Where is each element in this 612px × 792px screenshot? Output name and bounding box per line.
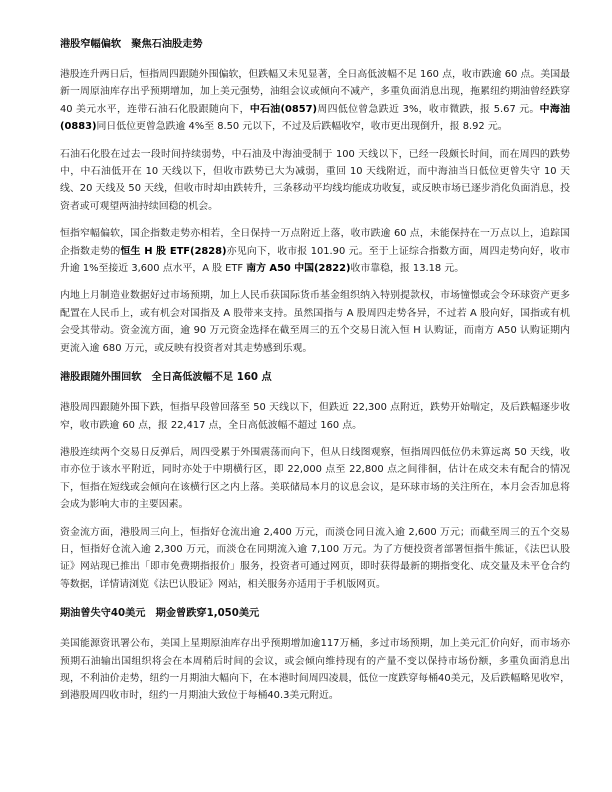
section xyxy=(60,371,570,593)
paragraph-text: 恒指窄幅偏软，国企指数走势亦相若，全日保持一万点附近上落，收市跌逾 60 点，未能保持在一万点以上，追踪国企指数走势的 xyxy=(60,228,570,257)
etf-name: 南方 A50 中国(2822) xyxy=(246,263,351,275)
paragraph-text: 港股周四跟随外围下跌，恒指早段曾回落至 50 天线以下，但跌近 22,300 点附近，跌势开始喘定，及后跌幅逐步收窄，收市跌逾 60 点，报 22,417 点，全日高低波幅不超过 160 点。 xyxy=(60,402,570,431)
section-title: 期油曾失守40美元 期金曾跌穿1,050美元 xyxy=(60,608,260,620)
paragraph xyxy=(60,444,570,514)
paragraph-text: 亦见向下，收市报 101.90 元。至于上证综合指数方面，周四走势向好，收市升逾 1%至接近 3,600 点水平，A 股 ETF xyxy=(60,245,570,275)
paragraph xyxy=(60,225,570,277)
paragraph xyxy=(60,287,570,357)
paragraph xyxy=(60,635,570,705)
stock-name: 中石油(0857) xyxy=(249,103,318,115)
paragraph-text: 周四低位曾急跌近 3%，收市微跌，报 5.67 元。 xyxy=(317,103,540,115)
paragraph xyxy=(60,146,570,216)
paragraph-text: 收市靠稳，报 13.18 元。 xyxy=(350,263,465,275)
paragraph-text: 港股连升两日后，恒指周四跟随外围偏软，但跌幅又未见显著，全日高低波幅不足 160 点，收市跌逾 60 点。美国最新一周原油库存出乎预期增加，加上美元强势，油组会议或倾向不减产，多重负面消息出现，拖累纽约期油曾经跌穿 40 美元水平，连带石油石化股跟随向下， xyxy=(60,69,570,115)
paragraph-text: 同日低位更曾急跌逾 4%至 8.50 元以下，不过及后跌幅收窄，收市更出现倒升，报 8.92 元。 xyxy=(96,121,508,133)
stock-name: 中海油(0883) xyxy=(60,103,570,133)
paragraph-text: 资金流方面，港股周三向上，恒指好仓流出逾 2,400 万元，而淡仓同日流入逾 2,600 万元；而截至周三的五个交易日，恒指好仓流入逾 2,300 万元，而淡仓在同期流入逾 7,100 万元。为了方便投资者部署恒指牛熊证，《法巴认股证》网站现已推出「即市免费期指报价」服务，投资者可通过网页，即时获得最新的期指变化、成交量及未平仓合约等数据，详情请浏览《法巴认股证》网站，相关服务亦适用于手机版网页。 xyxy=(60,526,570,590)
paragraph-text: 石油石化股在过去一段时间持续弱势，中石油及中海油受制于 100 天线以下，已经一段颇长时间，而在周四的跌势中，中石油低开在 10 天线以下，但收市跌势已大为减弱，重回 10 天线附近，而中海油当日低位更曾失守 10 天线、20 天线及 50 天线，但收市时却由跌转升，三条移动平均线均能成功收复，或反映市场已逐步消化负面消息，投资者或可观望两油持续回稳的机会。 xyxy=(60,148,570,212)
paragraph-text: 美国能源资讯署公布，美国上星期原油库存出乎预期增加逾117万桶，多过市场预期，加上美元汇价向好，而市场亦预期石油输出国组织将会在本周稍后时间的会议，或会倾向维持现有的产量不变以保持市场份额，多重负面消息出现，不利油价走势，纽约一月期油大幅向下，在本港时间周四凌晨，低位一度跌穿每桶40美元，及后跌幅略见收窄，到港股周四收市时，纽约一月期油大致位于每桶40.3美元附近。 xyxy=(60,638,570,702)
paragraph-text: 港股连续两个交易日反弹后，周四受累于外围震荡而向下，但从日线图观察，恒指周四低位仍未算远离 50 天线，收市亦位于该水平附近，同时亦处于中期横行区，即 22,000 点至 22,800 点之间徘徊，估计在成交未有配合的情况下，恒指在短线或会倾向在该横行区之内上落。美联储局本月的议息会议，是环球市场的关注所在，本月会否加息将会成为影响大市的主要因素。 xyxy=(60,446,570,511)
section xyxy=(60,38,570,357)
paragraph xyxy=(60,66,570,136)
section xyxy=(60,607,570,705)
section-title: 港股跟随外围回软 全日高低波幅不足 160 点 xyxy=(60,372,272,384)
section-title: 港股窄幅偏软 聚焦石油股走势 xyxy=(60,39,203,50)
paragraph xyxy=(60,399,570,434)
etf-name: 恒生 H 股 ETF(2828) xyxy=(120,245,227,257)
paragraph-text: 内地上月制造业数据好过市场预期，加上人民币获国际货币基金组织纳入特别提款权，市场憧憬或会令环球资产更多配置在人民币上，或有机会对国指及 A 股带来支持。虽然国指与 A 股周四走势各异，不过若 A 股向好，国指或有机会受其带动。资金流方面，逾 90 万元资金选择在截至周三的五个交易日流入恒 H 认购证，而南方 A50 认购证期内更流入逾 680 万元，或反映有投资者对其走势感到乐观。 xyxy=(60,290,570,354)
article-page xyxy=(60,38,570,715)
paragraph xyxy=(60,524,570,594)
